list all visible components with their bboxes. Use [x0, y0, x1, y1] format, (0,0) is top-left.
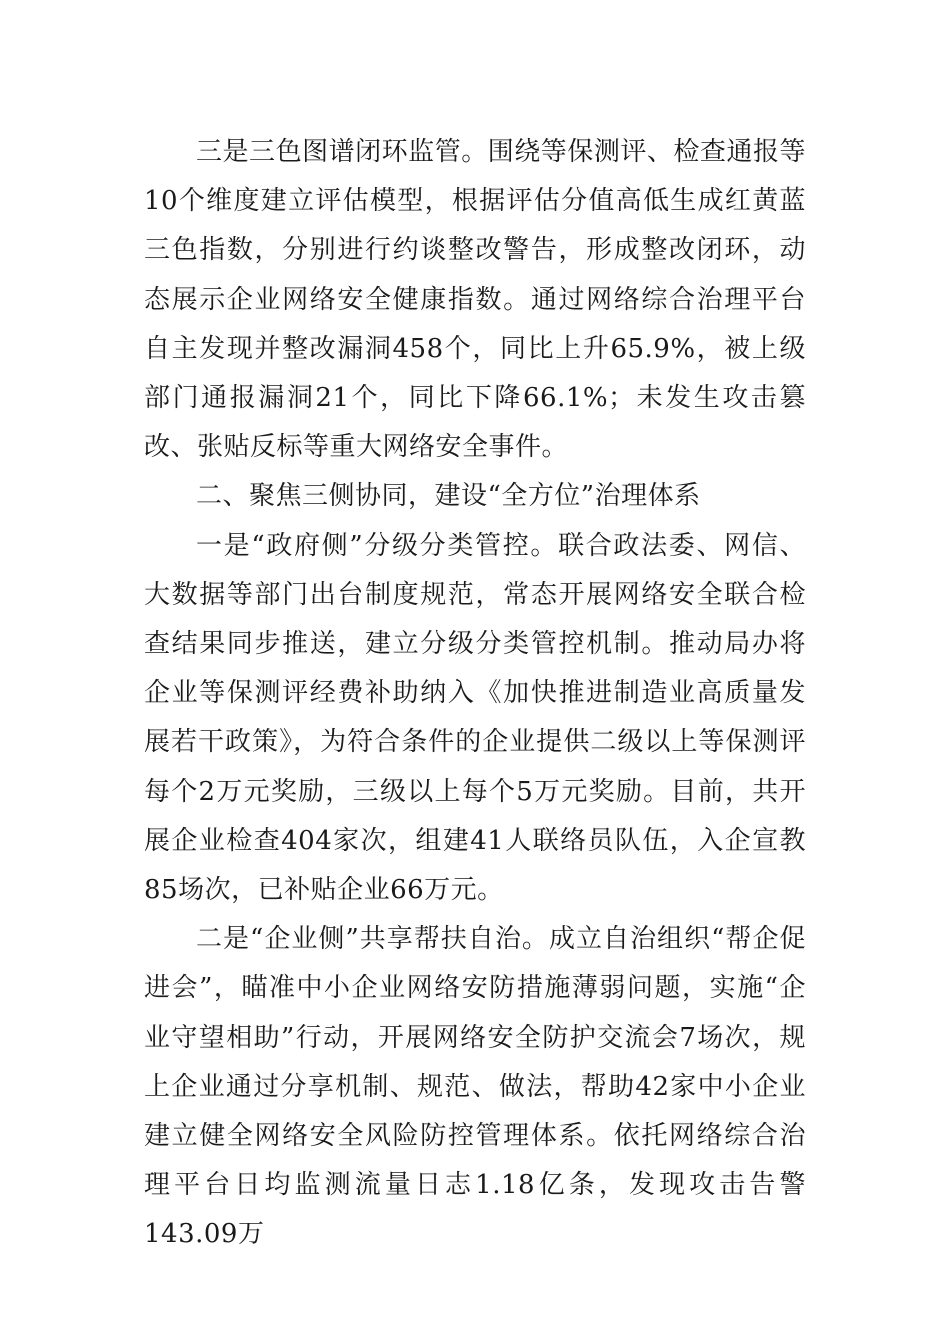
document-body	[144, 128, 806, 1260]
paragraph-enterprise-side: 二是“企业侧”共享帮扶自治。成立自治组织“帮企促进会”，瞄准中小企业网络安防措施薄弱问题，实施“企业守望相助”行动，开展网络安全防护交流会7场次，规上企业通过分享机制、规范、做法，帮助42家中小企业建立健全网络安全风险防控管理体系。依托网络综合治理平台日均监测流量日志1.18亿条，发现攻击告警143.09万	[144, 924, 806, 1250]
section-heading-two: 二、聚焦三侧协同，建设“全方位”治理体系	[196, 481, 701, 512]
paragraph-three-color-supervision: 三是三色图谱闭环监管。围绕等保测评、检查通报等10个维度建立评估模型，根据评估分值高低生成红黄蓝三色指数，分别进行约谈整改警告，形成整改闭环，动态展示企业网络安全健康指数。通过网络综合治理平台自主发现并整改漏洞458个，同比上升65.9%，被上级部门通报漏洞21个，同比下降66.1%；未发生攻击篡改、张贴反标等重大网络安全事件。	[144, 137, 806, 463]
paragraph-government-side: 一是“政府侧”分级分类管控。联合政法委、网信、大数据等部门出台制度规范，常态开展网络安全联合检查结果同步推送，建立分级分类管控机制。推动局办将企业等保测评经费补助纳入《加快推进制造业高质量发展若干政策》，为符合条件的企业提供二级以上等保测评每个2万元奖励，三级以上每个5万元奖励。目前，共开展企业检查404家次，组建41人联络员队伍，入企宣教85场次，已补贴企业66万元。	[144, 530, 806, 906]
